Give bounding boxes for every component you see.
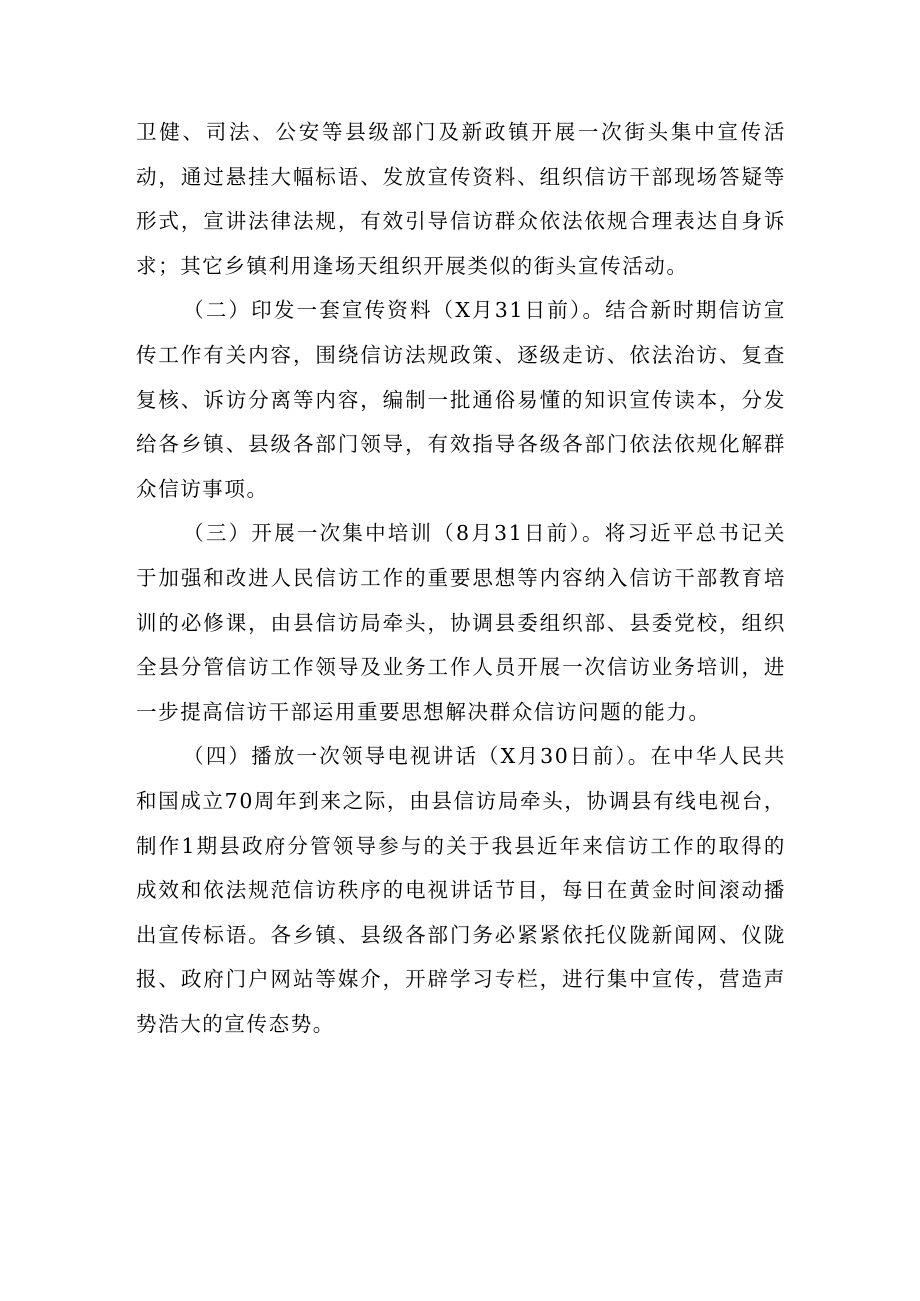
paragraph-training: （三）开展一次集中培训（8月31日前）。将习近平总书记关于加强和改进人民信访工作的重要思想等内容纳入信访干部教育培训的必修课，由县信访局牵头，协调县委组织部、县委党校，组织全县分管信访工作领导及业务工作人员开展一次信访业务培训，进一步提高信访干部运用重要思想解决群众信访问题的能力。: [136, 521, 786, 724]
paragraph-tv-speech: （四）播放一次领导电视讲话（X月30日前）。在中华人民共和国成立70周年到来之际，由县信访局牵头，协调县有线电视台，制作1期县政府分管领导参与的关于我县近年来信访工作的取得的成效和依法规范信访秩序的电视讲话节目，每日在黄金时间滚动播出宣传标语。各乡镇、县级各部门务必紧紧依托仪陇新闻网、仪陇报、政府门户网站等媒介，开辟学习专栏，进行集中宣传，营造声势浩大的宣传态势。: [136, 744, 786, 1036]
paragraph-continuation: 卫健、司法、公安等县级部门及新政镇开展一次街头集中宣传活动，通过悬挂大幅标语、发放宣传资料、组织信访干部现场答疑等形式，宣讲法律法规，有效引导信访群众依法依规合理表达自身诉求；其它乡镇利用逢场天组织开展类似的街头宣传活动。: [136, 120, 786, 278]
paragraph-print-materials: （二）印发一套宣传资料（X月31日前）。结合新时期信访宣传工作有关内容，围绕信访法规政策、逐级走访、依法治访、复查复核、诉访分离等内容，编制一批通俗易懂的知识宣传读本，分发给各乡镇、县级各部门领导，有效指导各级各部门依法依规化解群众信访事项。: [136, 298, 786, 501]
document-body: [136, 110, 786, 1046]
